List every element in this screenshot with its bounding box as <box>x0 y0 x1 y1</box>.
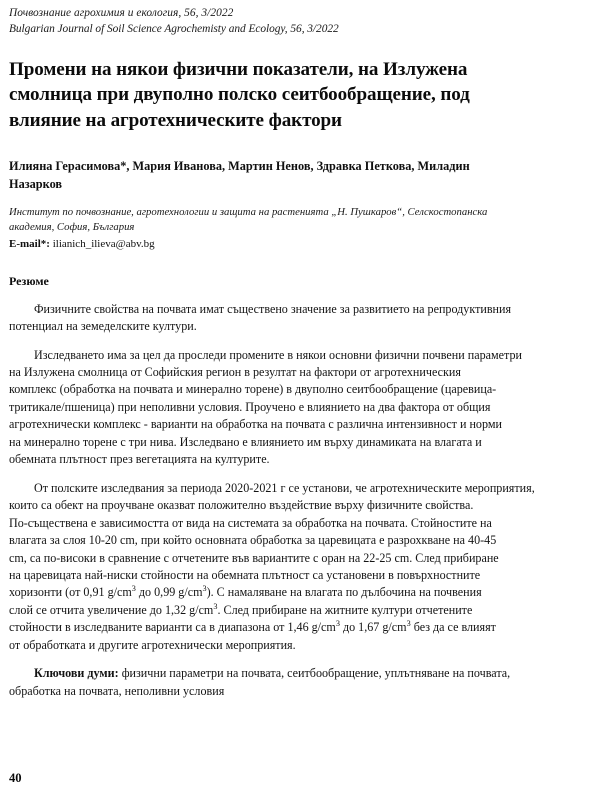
paragraph-line: Изследването има за цел да проследи промените в някои основни физични почвени параметри <box>34 347 522 362</box>
paragraph-line: на Излужена смолница от Софийския регион в резултат на фактори от агротехническия <box>9 364 461 379</box>
keywords-line: обработка на почвата, неполивни условия <box>9 683 225 698</box>
email-label: E-mail*: <box>9 237 50 250</box>
journal-running-head <box>9 6 590 37</box>
author-list <box>9 158 590 193</box>
abstract-paragraph-3 <box>9 480 590 655</box>
paragraph-line: стойности в изследваните варианти са в диапазона от 1,46 $g/cm^3$ до 1,67 $g/cm^3$ без да се влияят <box>9 619 496 635</box>
paragraph-line: агротехнически комплекс - варианти на обработка на почвата с различна интензивност и норми <box>9 417 502 432</box>
abstract-paragraph-2 <box>9 347 590 469</box>
keywords-block <box>9 665 590 700</box>
title-line-1: Промени на някои физични показатели, на Излужена <box>9 59 468 80</box>
title-line-2: смолница при двуполно полско сеитбообращение, под <box>9 84 470 106</box>
paragraph-line: влагата за слоя 10-20 cm, при който основната обработка за царевицата е разрохкване на 40-45 <box>9 533 497 548</box>
affiliation-block <box>9 205 590 251</box>
abstract-heading: Резюме <box>9 273 49 288</box>
paragraph-line: на царевицата най-ниски стойности на обемната плътност са установени в повърхностните <box>9 567 481 582</box>
paragraph-line: По-съществена е зависимостта от вида на системата за обработка на почвата. Стойностите на <box>9 515 492 530</box>
paragraph-line: които са обект на проучване оказват положително въздействие върху физичните свойства. <box>9 498 474 513</box>
author-line-1: Илияна Герасимова*, Мария Иванова, Мартин Ненов, Здравка Петкова, Миладин <box>9 159 470 174</box>
paragraph-line: хоризонти (от 0,91 $g/cm^3$ до 0,99 $g/cm^3$). С намаляване на влагата по дълбочина на почвения <box>9 584 482 600</box>
keywords-line: Ключови думи: физични параметри на почвата, сеитбообращение, уплътняване на почвата, <box>34 666 511 681</box>
paragraph-line: cm, са по-високи в сравнение с отчетените във вариантите с оран на 22-25 cm. След прибиране <box>9 550 499 565</box>
author-line-2: Назарков <box>9 176 63 191</box>
title-line-3: влияние на агротехническите фактори <box>9 109 342 131</box>
page-title <box>9 57 590 133</box>
paragraph-line: от обработката и другите агротехнически мероприятия. <box>9 637 296 652</box>
paragraph-line: слой се отчита увеличение до 1,32 $g/cm^3$. След прибиране на житните култури отчетените <box>9 601 473 617</box>
affiliation-line-1: Институт по почвознание, агротехнологии и защита на растенията „Н. Пушкаров“, Селскостопанска <box>9 206 488 219</box>
paragraph-line: Физичните свойства на почвата имат съществено значение за развитието на репродуктивния <box>34 301 512 316</box>
contact-email <box>9 236 590 252</box>
paragraph-line: тритикале/пшеница) при неполивни условия. Проучено е влиянието на два фактора от общия <box>9 399 491 414</box>
abstract-paragraph-1 <box>9 301 590 336</box>
journal-title-en: Bulgarian Journal of Soil Science Agrochemisty and Ecology, 56, 3/2022 <box>9 22 339 35</box>
affiliation-line-2: академия, София, България <box>9 221 135 234</box>
paragraph-line: на минерално торене с три нива. Изследвано е влиянието им върху динамиката на влагата и <box>9 434 482 449</box>
paragraph-line: обемната плътност през вегетацията на културите. <box>9 452 270 467</box>
email-address: ilianich_ilieva@abv.bg <box>52 237 155 250</box>
paragraph-line: комплекс (обработка на почвата и минерално торене) в двуполно сеитбообращение (царевица- <box>9 382 497 397</box>
page-number: 40 <box>9 771 22 785</box>
keywords-label: Ключови думи: <box>34 666 119 681</box>
paragraph-line: От полските изследвания за периода 2020-2021 г се установи, че агротехническите мероприятия, <box>34 480 535 495</box>
journal-title-bg: Почвознание агрохимия и екология, 56, 3/2022 <box>9 7 234 19</box>
paragraph-line: потенциал на земеделските култури. <box>9 319 197 334</box>
